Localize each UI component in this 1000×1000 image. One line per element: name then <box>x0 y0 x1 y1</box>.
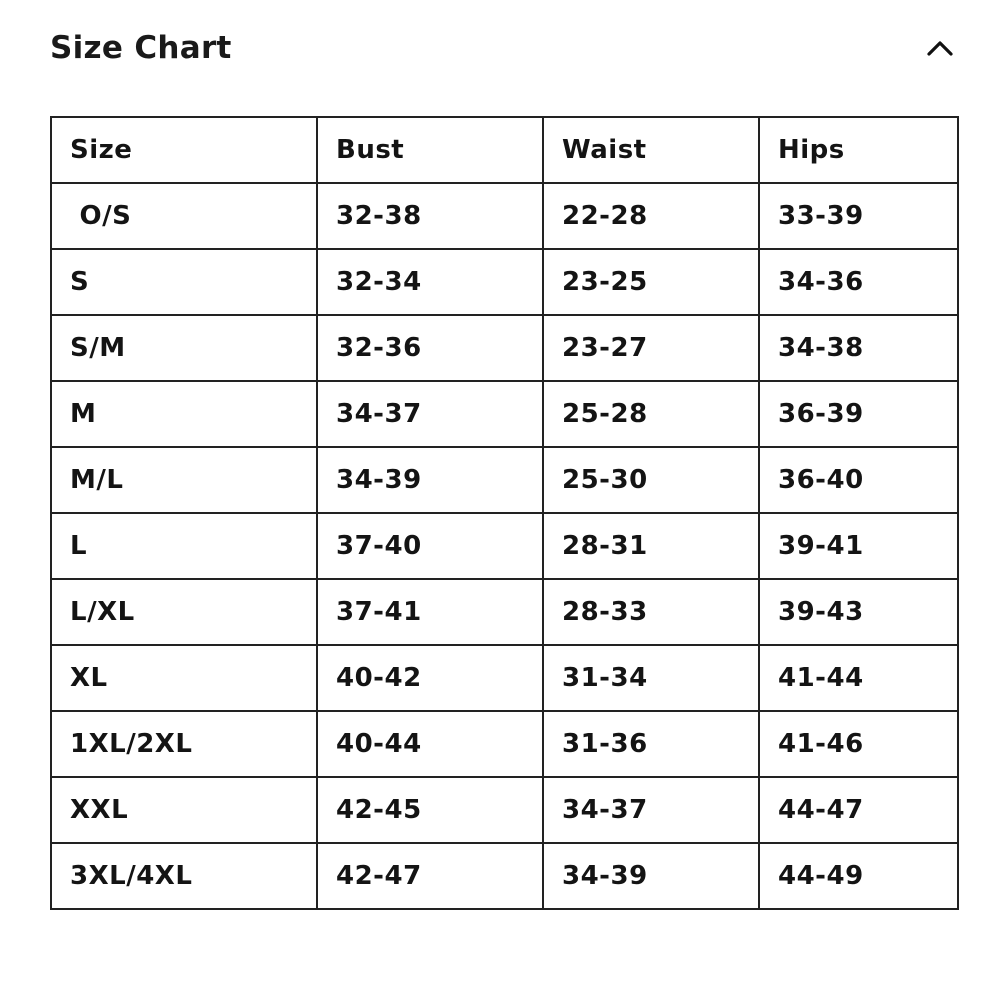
table-row <box>51 513 958 579</box>
size-cell: 3XL/4XL <box>51 843 317 909</box>
size-chart-accordion-header[interactable] <box>50 20 960 76</box>
hips-cell: 44-47 <box>759 777 958 843</box>
bust-cell: 42-45 <box>317 777 543 843</box>
waist-cell: 34-39 <box>543 843 759 909</box>
table-row <box>51 777 958 843</box>
hips-cell: 33-39 <box>759 183 958 249</box>
table-row <box>51 843 958 909</box>
waist-cell: 23-27 <box>543 315 759 381</box>
bust-cell: 37-41 <box>317 579 543 645</box>
waist-cell: 25-30 <box>543 447 759 513</box>
bust-cell: 32-38 <box>317 183 543 249</box>
bust-cell: 34-37 <box>317 381 543 447</box>
size-cell: XL <box>51 645 317 711</box>
table-row <box>51 711 958 777</box>
size-cell: S <box>51 249 317 315</box>
hips-cell: 34-38 <box>759 315 958 381</box>
waist-cell: 34-37 <box>543 777 759 843</box>
chevron-up-icon[interactable] <box>920 28 960 68</box>
size-cell: O/S <box>51 183 317 249</box>
bust-cell: 37-40 <box>317 513 543 579</box>
hips-cell: 39-43 <box>759 579 958 645</box>
size-cell: M/L <box>51 447 317 513</box>
table-row <box>51 447 958 513</box>
table-row <box>51 183 958 249</box>
column-header-size: Size <box>51 117 317 183</box>
table-row <box>51 381 958 447</box>
hips-cell: 41-46 <box>759 711 958 777</box>
size-cell: M <box>51 381 317 447</box>
size-chart-table <box>50 116 959 910</box>
waist-cell: 25-28 <box>543 381 759 447</box>
size-cell: XXL <box>51 777 317 843</box>
size-cell: S/M <box>51 315 317 381</box>
hips-cell: 36-39 <box>759 381 958 447</box>
hips-cell: 44-49 <box>759 843 958 909</box>
bust-cell: 32-36 <box>317 315 543 381</box>
waist-cell: 28-31 <box>543 513 759 579</box>
bust-cell: 40-42 <box>317 645 543 711</box>
size-cell: 1XL/2XL <box>51 711 317 777</box>
hips-cell: 41-44 <box>759 645 958 711</box>
size-cell: L <box>51 513 317 579</box>
table-row <box>51 579 958 645</box>
table-header-row <box>51 117 958 183</box>
waist-cell: 31-36 <box>543 711 759 777</box>
hips-cell: 34-36 <box>759 249 958 315</box>
bust-cell: 32-34 <box>317 249 543 315</box>
bust-cell: 42-47 <box>317 843 543 909</box>
bust-cell: 34-39 <box>317 447 543 513</box>
table-row <box>51 249 958 315</box>
size-chart-title: Size Chart <box>50 30 232 66</box>
bust-cell: 40-44 <box>317 711 543 777</box>
column-header-bust: Bust <box>317 117 543 183</box>
size-cell: L/XL <box>51 579 317 645</box>
waist-cell: 22-28 <box>543 183 759 249</box>
column-header-waist: Waist <box>543 117 759 183</box>
hips-cell: 39-41 <box>759 513 958 579</box>
waist-cell: 28-33 <box>543 579 759 645</box>
table-row <box>51 315 958 381</box>
hips-cell: 36-40 <box>759 447 958 513</box>
table-row <box>51 645 958 711</box>
waist-cell: 23-25 <box>543 249 759 315</box>
waist-cell: 31-34 <box>543 645 759 711</box>
column-header-hips: Hips <box>759 117 958 183</box>
